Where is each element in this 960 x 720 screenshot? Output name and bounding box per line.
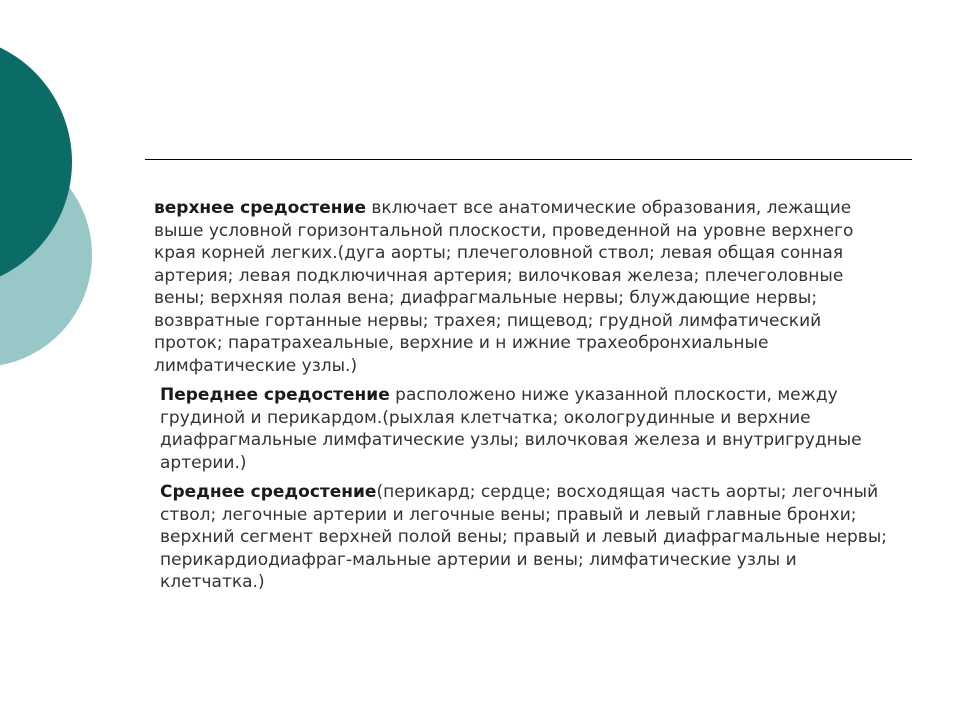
term-superior-mediastinum: верхнее средостение	[154, 198, 366, 218]
text-superior-mediastinum: включает все анатомические образования, лежащие выше условной горизонтальной плоскости, проведенной на уровне верхнего края корней легких.(дуга аорты; плечеголовной ствол; левая общая сонная артерия; левая подключичная артерия; вилочковая железа; плечеголовные вены; верхняя полая вена; диафрагмальные нервы; блуждающие нервы; возвратные гортанные нервы; трахея; пищевод; грудной лимфатический проток; паратрахеальные, верхние и н ижние трахеобронхиальные лимфатические узлы.)	[154, 198, 859, 376]
decorative-circles	[0, 0, 160, 420]
paragraph-anterior-mediastinum	[154, 384, 894, 474]
slide-body	[154, 197, 894, 594]
paragraph-superior-mediastinum	[154, 197, 894, 377]
text-middle-mediastinum: (перикард; сердце; восходящая часть аорты; легочный ствол; легочные артерии и легочные вены; правый и левый главные бронхи; верхний сегмент верхней полой вены; правый и левый диафрагмальные нервы; перикардиодиафраг-мальные артерии и вены; лимфатические узлы и клетчатка.)	[160, 482, 893, 592]
title-divider-line	[145, 159, 912, 160]
term-middle-mediastinum: Среднее средостение	[160, 482, 377, 502]
text-anterior-mediastinum: расположено ниже указанной плоскости, между грудиной и перикардом.(рыхлая клетчатка; окологрудинные и верхние диафрагмальные лимфатические узлы; вилочковая железа и внутригрудные артерии.)	[160, 385, 868, 473]
term-anterior-mediastinum: Переднее средостение	[160, 385, 390, 405]
paragraph-middle-mediastinum	[154, 481, 894, 594]
